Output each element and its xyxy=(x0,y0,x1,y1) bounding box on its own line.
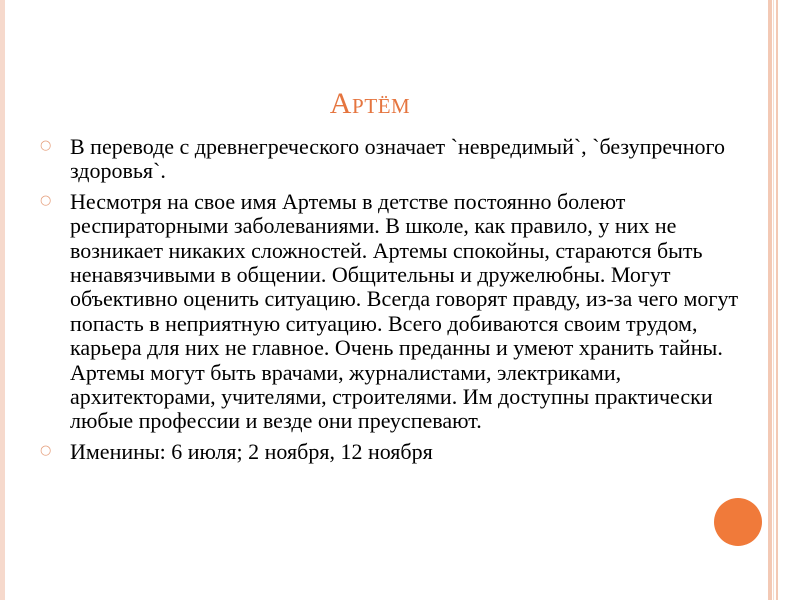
right-frame-line xyxy=(773,0,774,600)
slide-body xyxy=(40,135,755,470)
bullet-text: Несмотря на свое имя Артемы в детстве постоянно болеют респираторными заболеваниями. В школе, как правило, у них не возникает никаких сложностей. Артемы спокойны, стараются быть ненавязчивыми в общении. Общительны и дружелюбны. Могут объективно оценить ситуацию. Всегда говорят правду, из-за чего могут попасть в неприятную ситуацию. Всего добиваются своим трудом, карьера для них не главное. Очень преданны и умеют хранить тайны. Артемы могут быть врачами, журналистами, электриками, архитекторами, учителями, строителями. Им доступны практически любые профессии и везде они преуспевают. xyxy=(70,188,739,434)
bullet-text: В переводе с древнегреческого означает `невредимый`, `безупречного здоровья`. xyxy=(70,134,725,184)
bullet-icon: ○ xyxy=(40,192,52,208)
list-item xyxy=(40,440,755,464)
list-item xyxy=(40,190,755,434)
bullet-icon: ○ xyxy=(40,138,52,153)
decorative-circle xyxy=(714,498,762,546)
slide-title-text: Артём xyxy=(329,87,411,120)
list-item xyxy=(40,135,755,184)
right-frame-inner-bar xyxy=(776,0,778,600)
slide-title xyxy=(0,86,740,122)
right-frame-bar xyxy=(768,0,772,600)
bullet-icon: ○ xyxy=(40,442,52,458)
bullet-text: Именины: 6 июля; 2 ноября, 12 ноября xyxy=(70,438,433,464)
